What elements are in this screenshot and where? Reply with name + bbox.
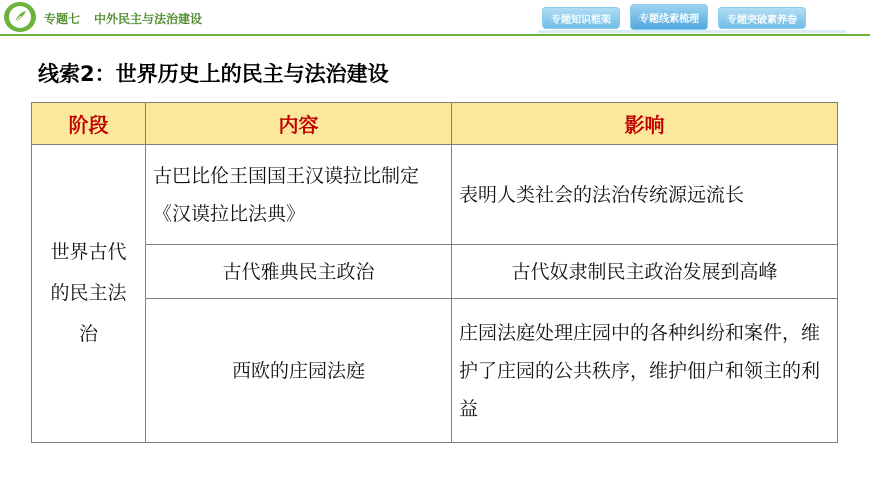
- table-row: [32, 245, 838, 299]
- breadcrumb-topic: 专题七: [44, 12, 81, 26]
- tab-knowledge-framework[interactable]: 专题知识框架: [542, 7, 620, 29]
- content-cell: 古巴比伦王国国王汉谟拉比制定《汉谟拉比法典》: [146, 145, 452, 245]
- tab-shadow: [538, 30, 846, 33]
- breadcrumb-topic-title: 中外民主与法治建设: [94, 12, 203, 26]
- header-content: 内容: [146, 103, 452, 145]
- top-bar: [0, 0, 870, 38]
- tab-clue-review[interactable]: 专题线索梳理: [630, 4, 708, 30]
- impact-cell: 表明人类社会的法治传统源远流长: [452, 145, 838, 245]
- stage-cell: 世界古代的民主法治: [32, 145, 146, 443]
- impact-cell: 古代奴隶制民主政治发展到高峰: [452, 245, 838, 299]
- header-stage: 阶段: [32, 103, 146, 145]
- table-row: [32, 299, 838, 443]
- feather-icon: [12, 9, 28, 25]
- breadcrumb: [44, 10, 202, 27]
- page-title: 线索2：世界历史上的民主与法治建设: [38, 62, 389, 86]
- topic-tabs: [542, 7, 806, 30]
- impact-cell: 庄园法庭处理庄园中的各种纠纷和案件，维护了庄园的公共秩序，维护佃户和领主的利益: [452, 299, 838, 443]
- table-header-row: [32, 103, 838, 145]
- content-cell: 西欧的庄园法庭: [146, 299, 452, 443]
- feather-logo-icon: [4, 2, 36, 32]
- content-table: [31, 102, 838, 443]
- header-divider: [0, 34, 870, 36]
- table-row: [32, 145, 838, 245]
- header-impact: 影响: [452, 103, 838, 145]
- tab-breakthrough-quiz[interactable]: 专题突破素养卷: [718, 7, 806, 29]
- content-cell: 古代雅典民主政治: [146, 245, 452, 299]
